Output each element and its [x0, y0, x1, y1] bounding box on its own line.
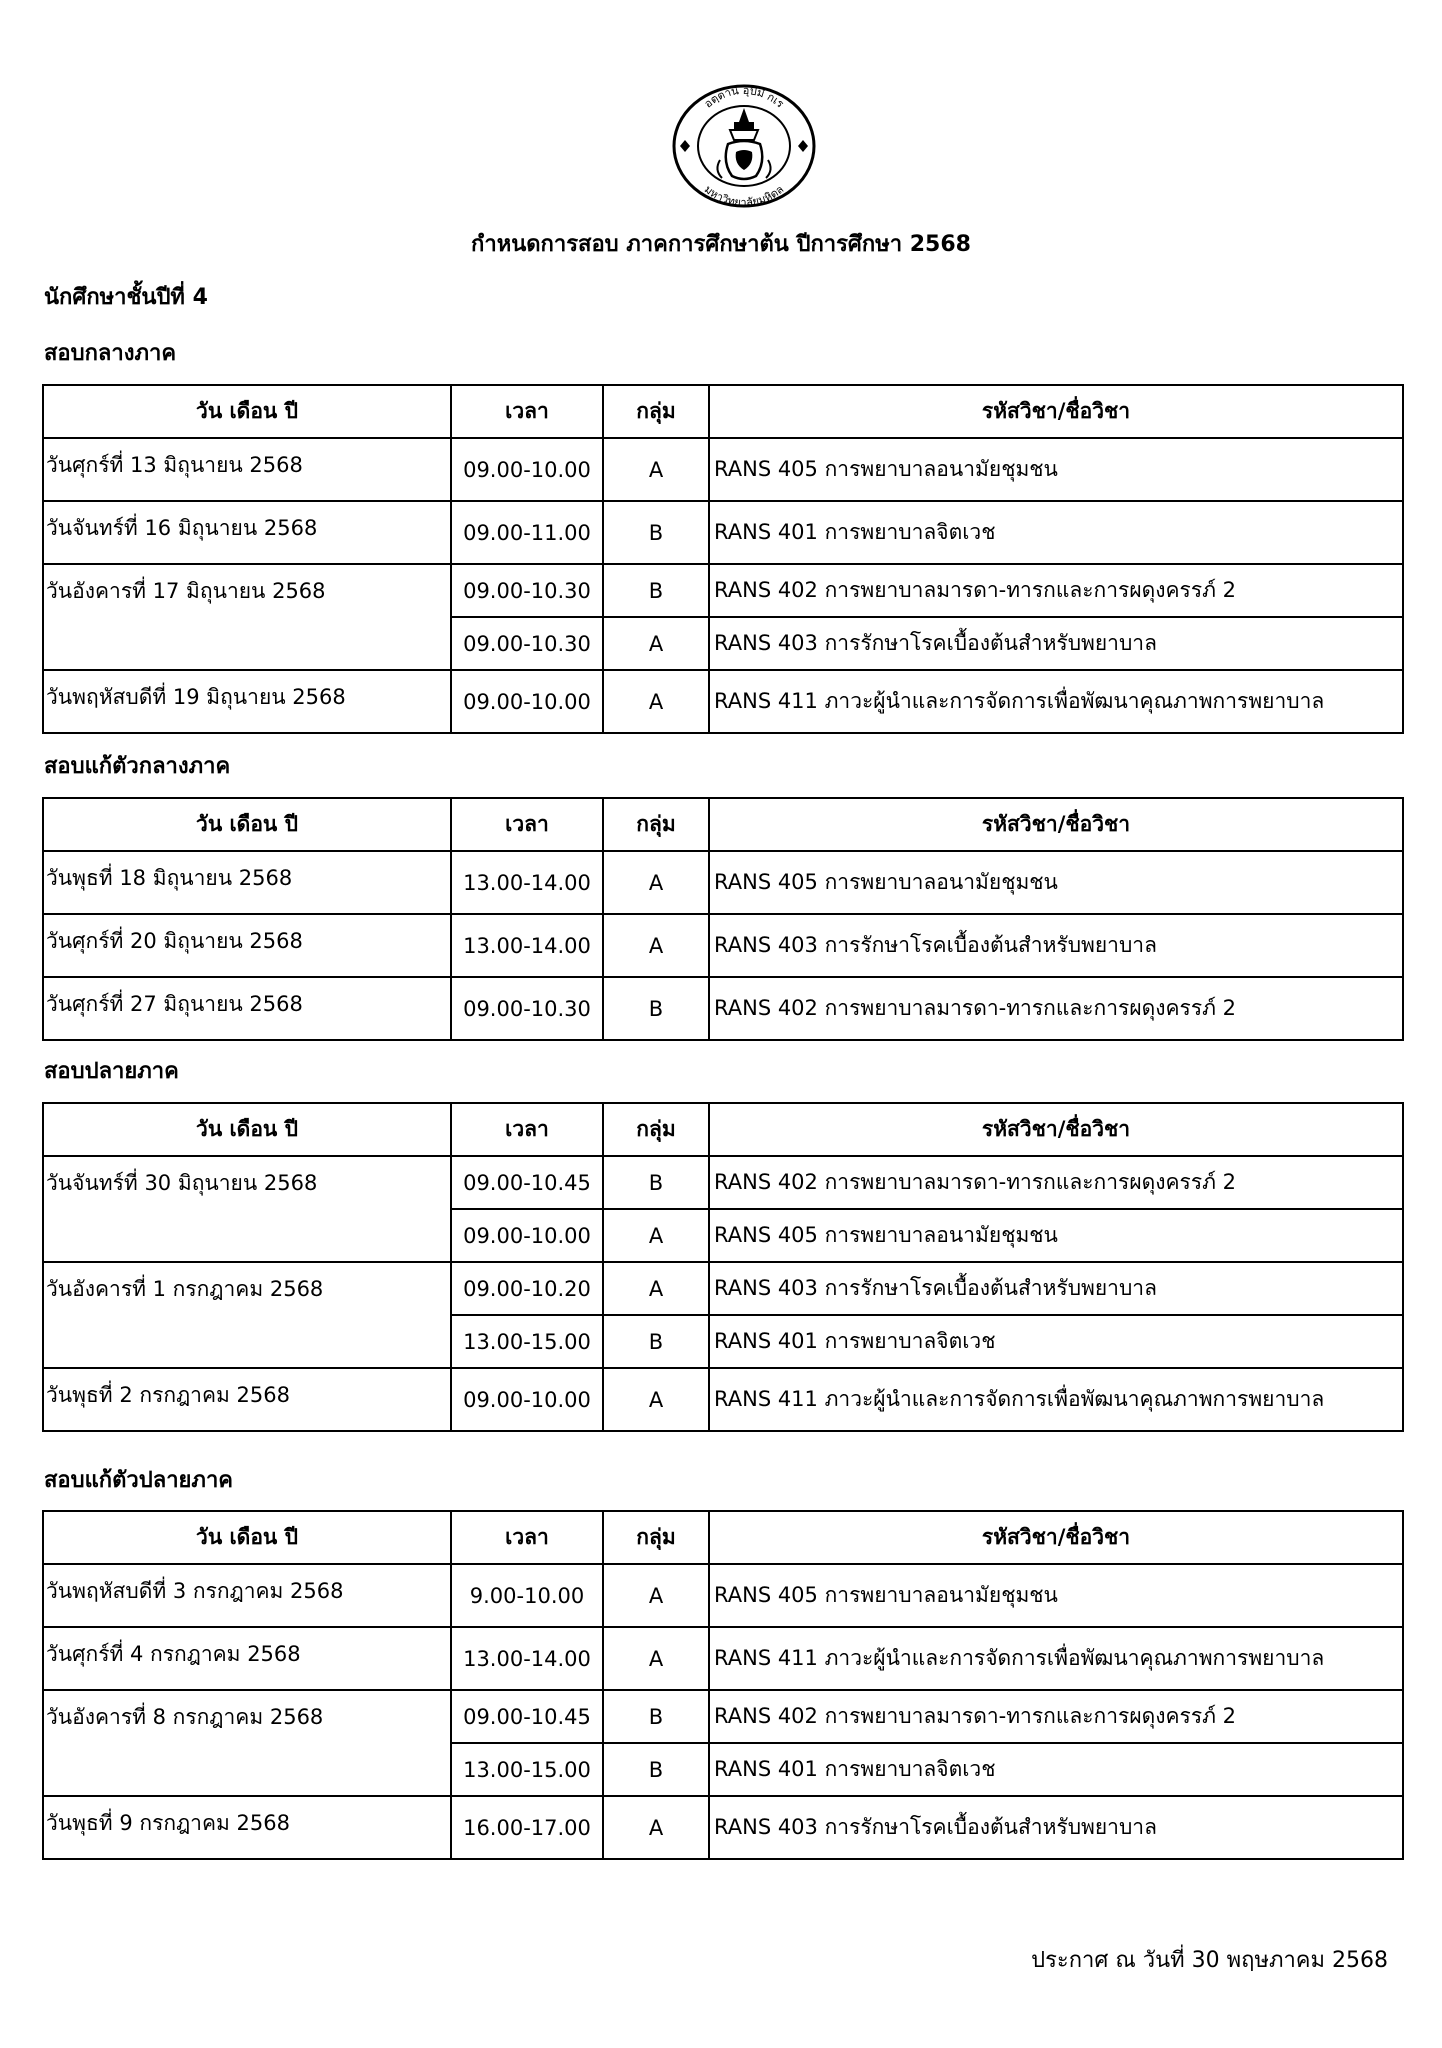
table-row	[43, 851, 1403, 914]
exam-date-cell: วันอังคารที่ 17 มิถุนายน 2568	[43, 564, 451, 670]
table-header-row	[43, 798, 1403, 851]
exam-course-cell: RANS 403 การรักษาโรคเบื้องต้นสำหรับพยาบาล	[709, 617, 1403, 670]
exam-group-cell: A	[603, 617, 709, 670]
exam-date-cell: วันจันทร์ที่ 30 มิถุนายน 2568	[43, 1156, 451, 1262]
header-time: เวลา	[451, 385, 603, 438]
exam-group-cell: A	[603, 438, 709, 501]
header-group: กลุ่ม	[603, 385, 709, 438]
table-row	[43, 1156, 1403, 1209]
header-date: วัน เดือน ปี	[43, 385, 451, 438]
header-group: กลุ่ม	[603, 1103, 709, 1156]
document-title: กำหนดการสอบ ภาคการศึกษาต้น ปีการศึกษา 2568	[471, 232, 971, 257]
section-heading-midterm: สอบกลางภาค	[44, 341, 177, 366]
exam-group-cell: A	[603, 670, 709, 733]
exam-time-cell: 13.00-15.00	[451, 1743, 603, 1796]
exam-time-cell: 09.00-10.30	[451, 977, 603, 1040]
exam-date-cell: วันพุธที่ 2 กรกฎาคม 2568	[43, 1368, 451, 1431]
exam-table-final-retake	[42, 1510, 1404, 1860]
exam-group-cell: A	[603, 851, 709, 914]
header-course: รหัสวิชา/ชื่อวิชา	[709, 385, 1403, 438]
exam-date-cell: วันศุกร์ที่ 13 มิถุนายน 2568	[43, 438, 451, 501]
header-course: รหัสวิชา/ชื่อวิชา	[709, 798, 1403, 851]
exam-time-cell: 9.00-10.00	[451, 1564, 603, 1627]
exam-course-cell: RANS 405 การพยาบาลอนามัยชุมชน	[709, 438, 1403, 501]
table-row	[43, 914, 1403, 977]
header-course: รหัสวิชา/ชื่อวิชา	[709, 1511, 1403, 1564]
exam-group-cell: A	[603, 1209, 709, 1262]
header-time: เวลา	[451, 798, 603, 851]
exam-time-cell: 13.00-14.00	[451, 851, 603, 914]
section-heading-midterm-retake: สอบแก้ตัวกลางภาค	[44, 754, 231, 779]
header-time: เวลา	[451, 1103, 603, 1156]
exam-time-cell: 09.00-10.45	[451, 1156, 603, 1209]
table-row	[43, 438, 1403, 501]
header-group: กลุ่ม	[603, 798, 709, 851]
seal-university-name-text: มหาวิทยาลัยมหิดล	[701, 182, 787, 210]
exam-time-cell: 16.00-17.00	[451, 1796, 603, 1859]
exam-time-cell: 13.00-15.00	[451, 1315, 603, 1368]
exam-group-cell: B	[603, 1156, 709, 1209]
exam-course-cell: RANS 402 การพยาบาลมารดา-ทารกและการผดุงครรภ์ 2	[709, 1156, 1403, 1209]
exam-date-cell: วันศุกร์ที่ 4 กรกฎาคม 2568	[43, 1627, 451, 1690]
university-seal-icon	[670, 82, 818, 210]
exam-time-cell: 09.00-10.00	[451, 1209, 603, 1262]
exam-time-cell: 09.00-11.00	[451, 501, 603, 564]
exam-table-final	[42, 1102, 1404, 1432]
exam-group-cell: B	[603, 1690, 709, 1743]
table-row	[43, 977, 1403, 1040]
exam-time-cell: 13.00-14.00	[451, 914, 603, 977]
header-date: วัน เดือน ปี	[43, 1511, 451, 1564]
exam-course-cell: RANS 402 การพยาบาลมารดา-ทารกและการผดุงครรภ์ 2	[709, 977, 1403, 1040]
exam-group-cell: A	[603, 914, 709, 977]
exam-course-cell: RANS 411 ภาวะผู้นำและการจัดการเพื่อพัฒนาคุณภาพการพยาบาล	[709, 1627, 1403, 1690]
exam-time-cell: 13.00-14.00	[451, 1627, 603, 1690]
table-row	[43, 1564, 1403, 1627]
exam-date-cell: วันอังคารที่ 1 กรกฎาคม 2568	[43, 1262, 451, 1368]
table-row	[43, 1627, 1403, 1690]
exam-time-cell: 09.00-10.30	[451, 564, 603, 617]
exam-time-cell: 09.00-10.20	[451, 1262, 603, 1315]
exam-course-cell: RANS 401 การพยาบาลจิตเวช	[709, 1743, 1403, 1796]
header-group: กลุ่ม	[603, 1511, 709, 1564]
exam-date-cell: วันศุกร์ที่ 27 มิถุนายน 2568	[43, 977, 451, 1040]
exam-group-cell: A	[603, 1262, 709, 1315]
table-header-row	[43, 1103, 1403, 1156]
header-time: เวลา	[451, 1511, 603, 1564]
table-row	[43, 1796, 1403, 1859]
exam-date-cell: วันพฤหัสบดีที่ 3 กรกฎาคม 2568	[43, 1564, 451, 1627]
table-row	[43, 501, 1403, 564]
exam-group-cell: A	[603, 1564, 709, 1627]
exam-group-cell: B	[603, 977, 709, 1040]
table-row	[43, 1262, 1403, 1315]
exam-group-cell: A	[603, 1627, 709, 1690]
exam-course-cell: RANS 411 ภาวะผู้นำและการจัดการเพื่อพัฒนาคุณภาพการพยาบาล	[709, 670, 1403, 733]
exam-time-cell: 09.00-10.45	[451, 1690, 603, 1743]
exam-group-cell: B	[603, 501, 709, 564]
table-header-row	[43, 385, 1403, 438]
exam-course-cell: RANS 402 การพยาบาลมารดา-ทารกและการผดุงครรภ์ 2	[709, 1690, 1403, 1743]
exam-table-midterm	[42, 384, 1404, 734]
exam-course-cell: RANS 401 การพยาบาลจิตเวช	[709, 1315, 1403, 1368]
section-heading-final-retake: สอบแก้ตัวปลายภาค	[44, 1468, 234, 1493]
section-heading-final: สอบปลายภาค	[44, 1059, 179, 1084]
exam-date-cell: วันอังคารที่ 8 กรกฎาคม 2568	[43, 1690, 451, 1796]
header-course: รหัสวิชา/ชื่อวิชา	[709, 1103, 1403, 1156]
exam-group-cell: A	[603, 1368, 709, 1431]
exam-group-cell: B	[603, 564, 709, 617]
exam-group-cell: B	[603, 1315, 709, 1368]
table-row	[43, 1368, 1403, 1431]
exam-course-cell: RANS 411 ภาวะผู้นำและการจัดการเพื่อพัฒนาคุณภาพการพยาบาล	[709, 1368, 1403, 1431]
exam-date-cell: วันพุธที่ 9 กรกฎาคม 2568	[43, 1796, 451, 1859]
exam-course-cell: RANS 405 การพยาบาลอนามัยชุมชน	[709, 1209, 1403, 1262]
header-date: วัน เดือน ปี	[43, 798, 451, 851]
exam-course-cell: RANS 405 การพยาบาลอนามัยชุมชน	[709, 1564, 1403, 1627]
exam-course-cell: RANS 403 การรักษาโรคเบื้องต้นสำหรับพยาบาล	[709, 914, 1403, 977]
seal-motto-text: อตฺตานํ อุปมํ กเร	[701, 83, 787, 111]
exam-time-cell: 09.00-10.00	[451, 438, 603, 501]
exam-course-cell: RANS 401 การพยาบาลจิตเวช	[709, 501, 1403, 564]
announcement-date: ประกาศ ณ วันที่ 30 พฤษภาคม 2568	[1031, 1948, 1388, 1973]
exam-group-cell: B	[603, 1743, 709, 1796]
exam-time-cell: 09.00-10.00	[451, 670, 603, 733]
table-row	[43, 670, 1403, 733]
exam-course-cell: RANS 405 การพยาบาลอนามัยชุมชน	[709, 851, 1403, 914]
student-year-label: นักศึกษาชั้นปีที่ 4	[44, 285, 208, 310]
exam-date-cell: วันศุกร์ที่ 20 มิถุนายน 2568	[43, 914, 451, 977]
exam-group-cell: A	[603, 1796, 709, 1859]
exam-time-cell: 09.00-10.30	[451, 617, 603, 670]
exam-course-cell: RANS 403 การรักษาโรคเบื้องต้นสำหรับพยาบาล	[709, 1262, 1403, 1315]
exam-time-cell: 09.00-10.00	[451, 1368, 603, 1431]
exam-date-cell: วันจันทร์ที่ 16 มิถุนายน 2568	[43, 501, 451, 564]
exam-course-cell: RANS 403 การรักษาโรคเบื้องต้นสำหรับพยาบาล	[709, 1796, 1403, 1859]
table-header-row	[43, 1511, 1403, 1564]
header-date: วัน เดือน ปี	[43, 1103, 451, 1156]
exam-table-midterm-retake	[42, 797, 1404, 1041]
exam-course-cell: RANS 402 การพยาบาลมารดา-ทารกและการผดุงครรภ์ 2	[709, 564, 1403, 617]
exam-date-cell: วันพุธที่ 18 มิถุนายน 2568	[43, 851, 451, 914]
exam-date-cell: วันพฤหัสบดีที่ 19 มิถุนายน 2568	[43, 670, 451, 733]
table-row	[43, 564, 1403, 617]
table-row	[43, 1690, 1403, 1743]
